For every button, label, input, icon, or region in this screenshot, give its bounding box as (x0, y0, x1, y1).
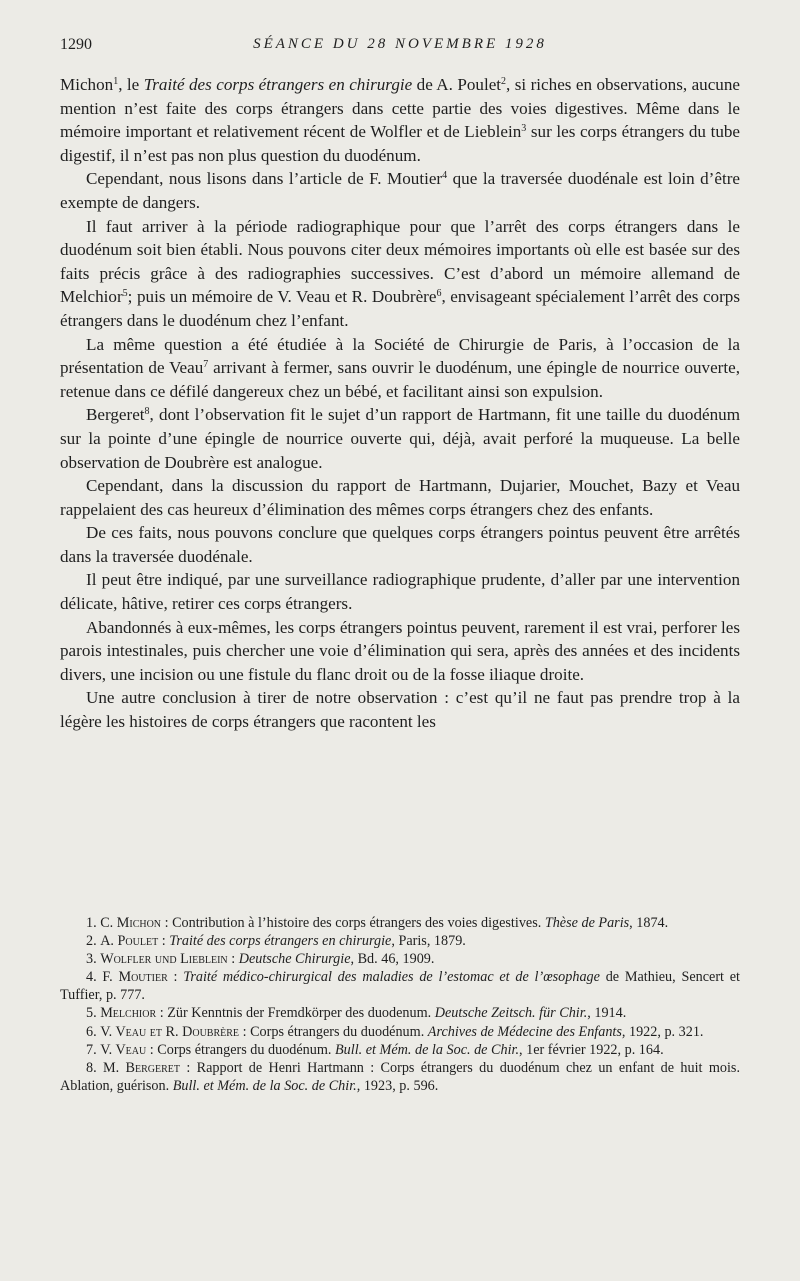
paragraph: Abandonnés à eux-mêmes, les corps étrangers pointus peuvent, rarement il est vrai, perforer les parois intestinales, puis chercher une voie d’élimination qui sera, après des années et des incidents divers, une incision ou une fistule du flanc droit ou de la fosse iliaque droite. (60, 617, 740, 684)
footnote-ref[interactable]: 4 (442, 170, 448, 182)
footnote: 7. V. Veau : Corps étrangers du duodénum. Bull. et Mém. de la Soc. de Chir., 1er février 1922, p. 164. (86, 1041, 664, 1058)
footnote-ref[interactable]: 6 (436, 288, 442, 300)
paragraph: Cependant, nous lisons dans l’article de F. Moutier$^4$ que la traversée duodénale est loin d’être exempte de dangers. (60, 169, 740, 212)
footnote-author: F. Moutier (102, 969, 168, 986)
paragraph: La même question a été étudiée à la Société de Chirurgie de Paris, à l’occasion de la présentation de Veau$^7$ arrivant à fermer, sans ouvrir le duodénum, une épingle de nourrice ouverte, retenue dans ce défilé dangereux chez un bébé, et facilitant ainsi son expulsion. (60, 334, 740, 401)
footnote: 8. M. Bergeret : Rapport de Henri Hartmann : Corps étrangers du duodénum chez un enfant de huit mois. Ablation, guérison. Bull. et Mém. de la Soc. de Chir., 1923, p. 596. (60, 1059, 741, 1094)
paragraph: Bergeret$^8$, dont l’observation fit le sujet d’un rapport de Hartmann, fit une taille du duodénum sur la pointe d’une épingle de nourrice ouverte qui, déjà, avait perforé la muqueuse. La belle observation de Doubrère est analogue. (60, 405, 740, 472)
cited-title: Traité des corps étrangers en chirurgie (143, 75, 413, 94)
page-number: 1290 (60, 36, 92, 53)
paragraph: Michon$^1$, le Traité des corps étrangers en chirurgie de A. Poulet$^2$, si riches en observations, aucune mention n’est faite des corps étrangers dans cette partie des voies digestives. Même dans le mémoire important et relativement récent de Wolfler et de Lieblein$^3$ sur les corps étrangers du tube digestif, il n’est pas non plus question du duodénum. (60, 75, 740, 165)
footnote-author: C. Michon (100, 915, 162, 931)
footnote: 1. C. Michon : Contribution à l’histoire des corps étrangers des voies digestives. Thèse de Paris, 1874. (86, 915, 669, 931)
footnote-author: V. Veau (100, 1041, 147, 1058)
footnote-ref[interactable]: 3 (521, 123, 527, 135)
footnote-ref[interactable]: 1 (113, 76, 119, 87)
paragraph: Il faut arriver à la période radiographique pour que l’arrêt des corps étrangers dans le duodénum soit bien établi. Nous pouvons citer deux mémoires importants où elle est basée sur des faits précis grâce à des radiographies successives. C’est d’abord un mémoire allemand de Melchior$^5$; puis un mémoire de V. Veau et R. Doubrère$^6$, envisageant spécialement l’arrêt des corps étrangers dans le duodénum chez l’enfant. (60, 216, 740, 330)
paragraph: De ces faits, nous pouvons conclure que quelques corps étrangers pointus peuvent être arrêtés dans la traversée duodénale. (60, 523, 740, 566)
footnote-ref[interactable]: 2 (501, 76, 507, 87)
page-header (60, 36, 740, 60)
running-title: SÉANCE DU 28 NOVEMBRE 1928 (253, 36, 547, 52)
footnote-author: M. Bergeret (103, 1059, 180, 1076)
footnote-ref[interactable]: 7 (203, 359, 209, 371)
footnote-author: Melchior (100, 1005, 157, 1022)
footnote: 3. Wolfler und Lieblein : Deutsche Chirurgie, Bd. 46, 1909. (86, 951, 435, 968)
footnote-author: Wolfler und Lieblein (100, 951, 228, 968)
footnote: 5. Melchior : Zür Kenntnis der Fremdkörper des duodenum. Deutsche Zeitsch. für Chir., 1914. (86, 1005, 627, 1022)
footnote-author: V. Veau et R. Doubrère (100, 1023, 240, 1040)
paragraph: Une autre conclusion à tirer de notre observation : c’est qu’il ne faut pas prendre trop à la légère les histoires de corps étrangers que racontent les (60, 688, 740, 732)
body-text (60, 73, 740, 734)
footnote-author: A. Poulet (100, 933, 159, 950)
footnote-ref[interactable]: 5 (122, 288, 128, 300)
paragraph: Il peut être indiqué, par une surveillance radiographique prudente, d’aller par une intervention délicate, hâtive, retirer ces corps étrangers. (60, 570, 740, 614)
paragraph: Cependant, dans la discussion du rapport de Hartmann, Dujarier, Mouchet, Bazy et Veau rappelaient des cas heureux d’élimination des mêmes corps étrangers chez des enfants. (60, 476, 740, 519)
footnotes (60, 914, 740, 1095)
footnote-ref[interactable]: 8 (144, 406, 150, 418)
footnote: 6. V. Veau et R. Doubrère : Corps étrangers du duodénum. Archives de Médecine des Enfants, 1922, p. 321. (86, 1023, 704, 1040)
footnote: 4. F. Moutier : Traité médico-chirurgical des maladies de l’estomac et de l’œsophage de Mathieu, Sencert et Tuffier, p. 777. (60, 969, 740, 1004)
footnote: 2. A. Poulet : Traité des corps étrangers en chirurgie, Paris, 1879. (86, 933, 466, 950)
